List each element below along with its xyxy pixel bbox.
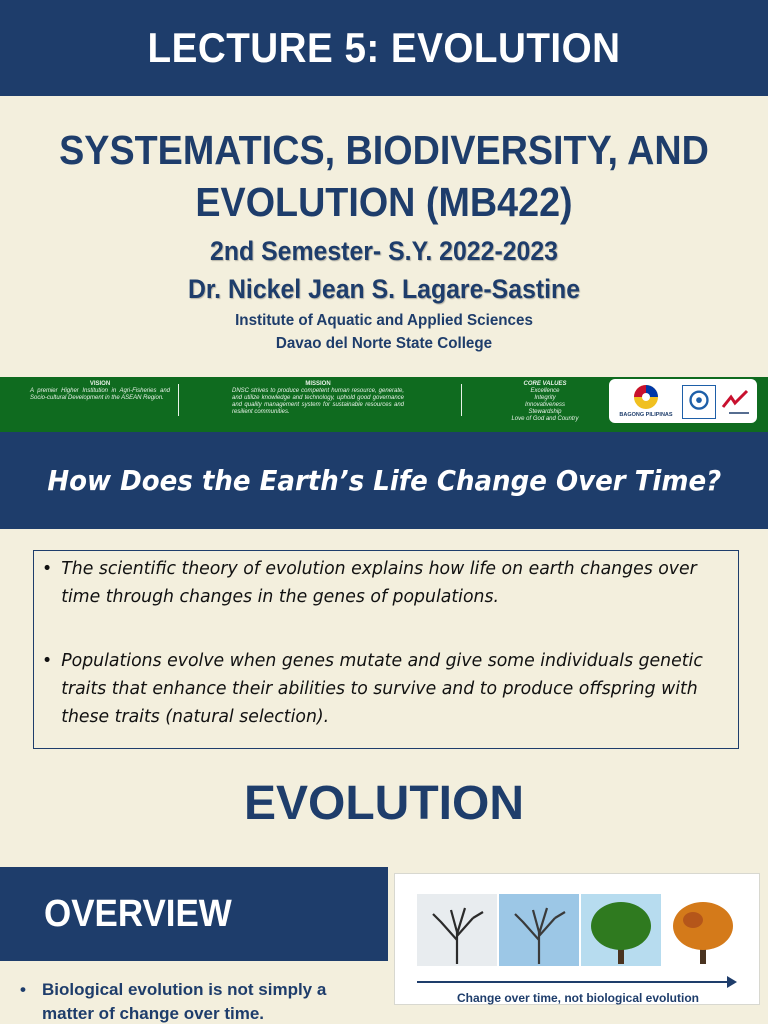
mission-title: MISSION xyxy=(305,381,331,387)
vision-text: A premier Higher Institution in Agri-Fisheries and Socio-cultural Development in the ASEAN Region. xyxy=(30,388,170,401)
green-tree-summer-image xyxy=(581,894,661,966)
slide3 xyxy=(0,865,768,1024)
bagong-pilipinas-logo xyxy=(619,383,673,419)
author: Dr. Nickel Jean S. Lagare-Sastine xyxy=(187,274,581,304)
evolution-title: EVOLUTION xyxy=(243,777,524,830)
mission-block xyxy=(232,381,404,416)
core-values-title: CORE VALUES xyxy=(523,381,567,387)
vision-title: VISION xyxy=(89,381,111,387)
slide2-header xyxy=(0,432,768,529)
slide1-body xyxy=(0,96,768,377)
overview-heading: OVERVIEW xyxy=(44,893,232,935)
slide3-header xyxy=(0,867,388,961)
bare-tree-winter-image xyxy=(417,894,497,966)
bullet-item: • Populations evolve when genes mutate and give some individuals genetic traits that enhance their abilities to survive and to produce offspring with these traits (natural selection). xyxy=(42,647,704,731)
core-values-block xyxy=(485,381,605,423)
course-title-line2: EVOLUTION (MB422) xyxy=(195,179,573,225)
slide2-heading: How Does the Earth’s Life Change Over Time? xyxy=(47,464,721,497)
vision-block xyxy=(30,381,170,402)
certification-logo xyxy=(719,385,753,419)
vision-mission-band xyxy=(0,377,768,432)
core-value: Stewardship xyxy=(528,409,562,415)
bullet-item: • The scientific theory of evolution explains how life on earth changes over time through changes in the genes of populations. xyxy=(42,555,704,611)
core-value: Excellence xyxy=(530,388,560,394)
lecture-title: LECTURE 5: EVOLUTION xyxy=(147,24,621,71)
college: Davao del Norte State College xyxy=(275,335,493,352)
time-arrow xyxy=(417,981,735,983)
course-title xyxy=(31,124,738,228)
core-value: Love of God and Country xyxy=(511,416,579,422)
logo-caption: BAGONG PILIPINAS xyxy=(619,412,673,418)
institute: Institute of Aquatic and Applied Sciences xyxy=(235,312,533,329)
course-title-line1: SYSTEMATICS, BIODIVERSITY, AND xyxy=(59,127,709,173)
accreditation-logo xyxy=(682,385,716,419)
figure-caption: Change over time, not biological evolution xyxy=(456,991,700,1005)
overview-bullet: • Biological evolution is not simply a matter of change over time. xyxy=(20,978,380,1024)
semester: 2nd Semester- S.Y. 2022-2023 xyxy=(210,236,558,266)
mission-text: DNSC strives to produce competent human resource, generate, and utilize knowledge and technology, uphold good governance and quality management system for sustainable resources and resilient communities. xyxy=(232,388,404,415)
seasons-figure xyxy=(394,873,760,1005)
bare-tree-spring-image xyxy=(499,894,579,966)
logos-panel xyxy=(609,379,757,423)
core-value: Innovativeness xyxy=(524,402,566,408)
band-divider xyxy=(178,384,179,416)
slide2-body xyxy=(0,529,768,865)
core-value: Integrity xyxy=(534,395,556,401)
slide1-header xyxy=(0,0,768,96)
band-divider xyxy=(461,384,462,416)
bullet-box xyxy=(33,550,739,749)
orange-tree-autumn-image xyxy=(663,894,743,966)
